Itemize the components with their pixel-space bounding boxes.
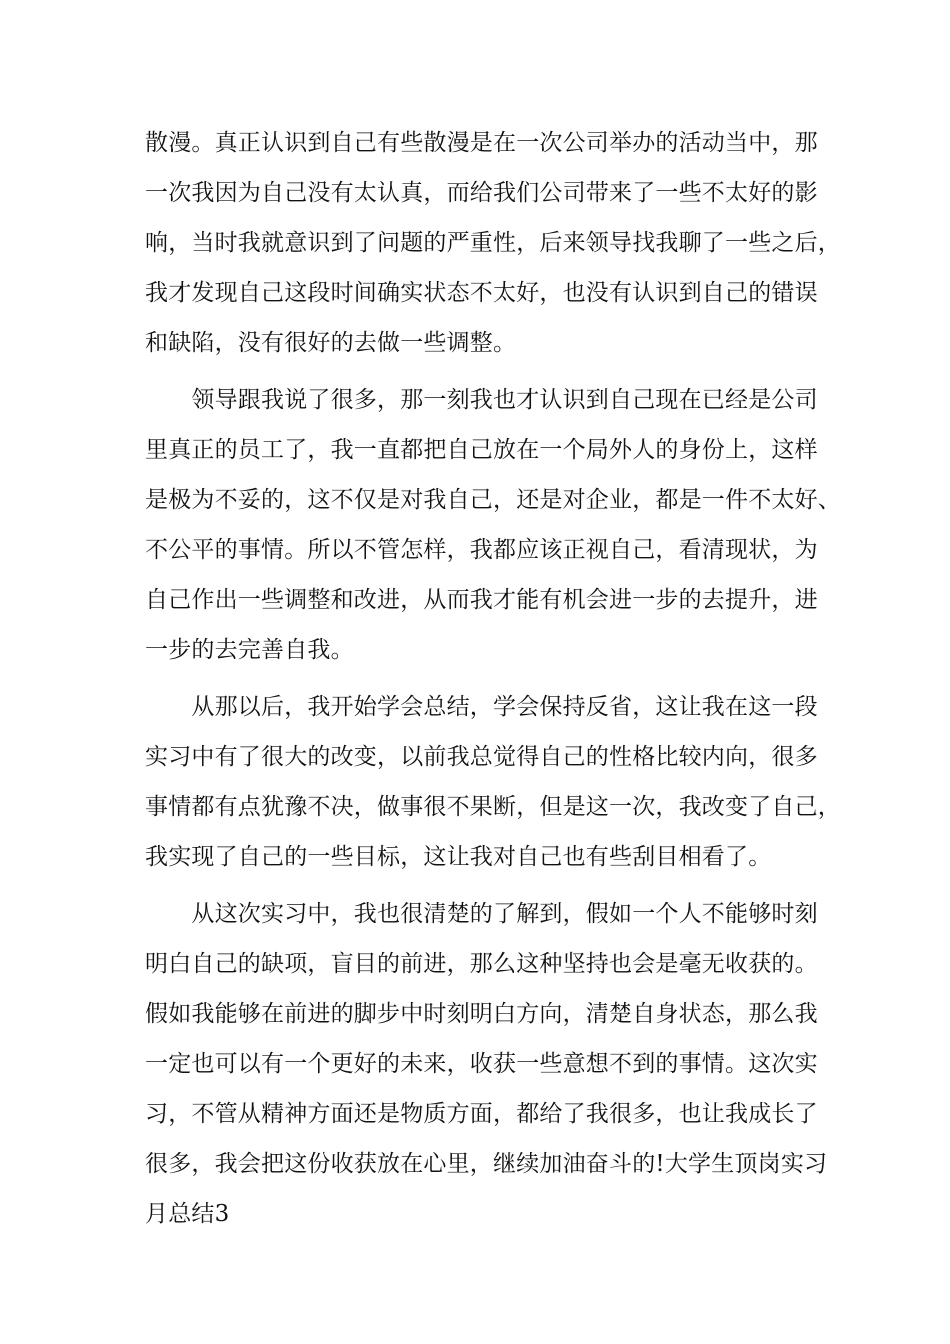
text-line: 一次我因为自己没有太认真，而给我们公司带来了一些不太好的影 xyxy=(145,180,818,206)
text-line: 从那以后，我开始学会总结，学会保持反省，这让我在这一段 xyxy=(145,694,818,720)
text-line: 里真正的员工了，我一直都把自己放在一个局外人的身份上，这样 xyxy=(145,437,818,463)
text-line: 明白自己的缺项，盲目的前进，那么这种坚持也会是毫无收获的。 xyxy=(145,951,818,977)
text-line: 不公平的事情。所以不管怎样，我都应该正视自己，看清现状，为 xyxy=(145,537,818,563)
text-line: 和缺陷，没有很好的去做一些调整。 xyxy=(145,330,517,356)
text-line: 一步的去完善自我。 xyxy=(145,637,354,663)
text-line: 从这次实习中，我也很清楚的了解到，假如一个人不能够时刻 xyxy=(145,901,818,927)
text-line: 事情都有点犹豫不决，做事很不果断，但是这一次，我改变了自己， xyxy=(145,794,841,820)
text-line: 自己作出一些调整和改进，从而我才能有机会进一步的去提升，进 xyxy=(145,587,818,613)
text-line: 实习中有了很大的改变，以前我总觉得自己的性格比较内向，很多 xyxy=(145,744,818,770)
text-line: 是极为不妥的，这不仅是对我自己，还是对企业，都是一件不太好、 xyxy=(145,487,841,513)
text-line: 假如我能够在前进的脚步中时刻明白方向，清楚自身状态，那么我 xyxy=(145,1001,818,1027)
text-line: 响，当时我就意识到了问题的严重性，后来领导找我聊了一些之后， xyxy=(145,230,841,256)
text-line: 月总结3 xyxy=(145,1201,230,1227)
text-line: 散漫。真正认识到自己有些散漫是在一次公司举办的活动当中，那 xyxy=(145,130,818,156)
text-line: 习，不管从精神方面还是物质方面，都给了我很多，也让我成长了 xyxy=(145,1101,818,1127)
text-line: 很多，我会把这份收获放在心里，继续加油奋斗的!大学生顶岗实习 xyxy=(145,1151,828,1177)
text-line: 我才发现自己这段时间确实状态不太好，也没有认识到自己的错误 xyxy=(145,280,818,306)
text-line: 一定也可以有一个更好的未来，收获一些意想不到的事情。这次实 xyxy=(145,1051,818,1077)
text-line: 我实现了自己的一些目标，这让我对自己也有些刮目相看了。 xyxy=(145,844,772,870)
text-line: 领导跟我说了很多，那一刻我也才认识到自己现在已经是公司 xyxy=(145,387,818,413)
